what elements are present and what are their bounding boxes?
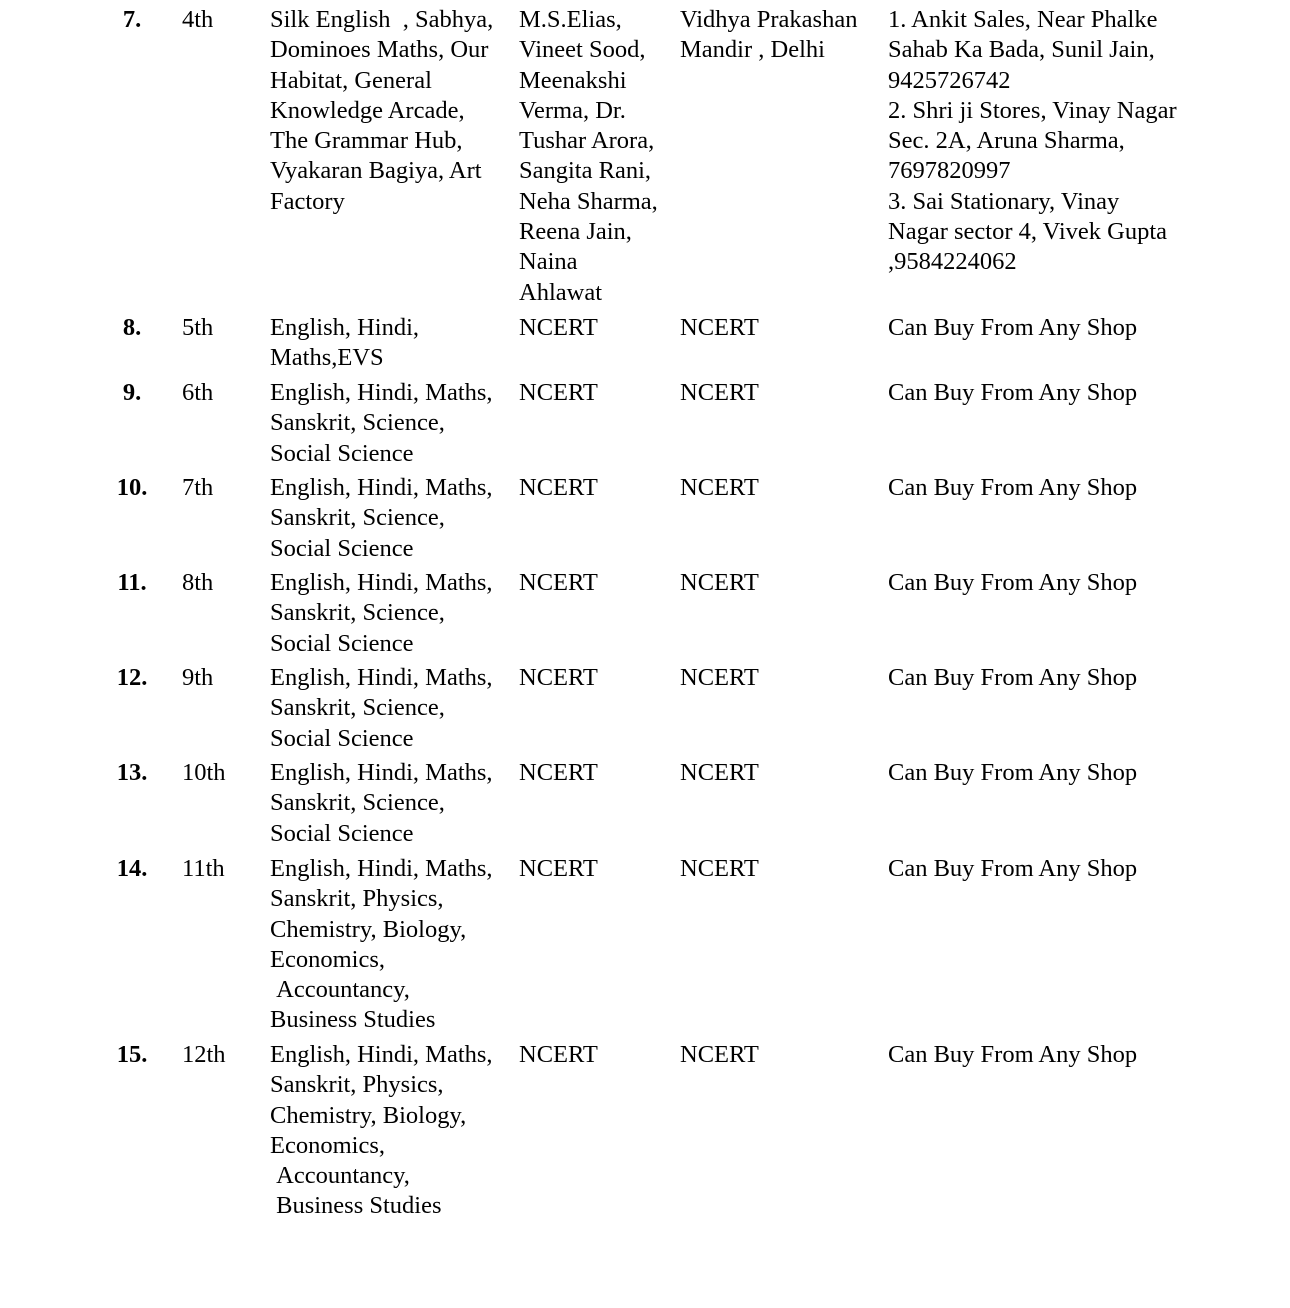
authors xyxy=(519,1040,674,1070)
shops-line: Can Buy From Any Shop xyxy=(888,759,1138,786)
authors-line: NCERT xyxy=(519,664,598,691)
subjects-line: Social Science xyxy=(270,534,414,562)
subjects-line: English, Hindi, Maths, xyxy=(270,379,493,406)
subjects-line: Sanskrit, Science, xyxy=(270,789,445,817)
authors-line: NCERT xyxy=(519,855,598,882)
serial-number: 10. xyxy=(116,474,148,501)
subjects xyxy=(270,758,515,849)
serial-number: 9. xyxy=(122,379,142,406)
serial-number: 12. xyxy=(116,664,148,691)
authors-line: Neha Sharma, xyxy=(519,187,658,215)
publisher xyxy=(680,5,880,66)
publisher xyxy=(680,1040,880,1070)
subjects-line: Factory xyxy=(270,187,345,215)
subjects-line: Dominoes Maths, Our xyxy=(270,36,489,64)
shops-line: Sahab Ka Bada, Sunil Jain, xyxy=(888,36,1155,64)
subjects xyxy=(270,5,515,217)
subjects xyxy=(270,854,515,1036)
class-name: 11th xyxy=(182,855,225,882)
class-name: 7th xyxy=(182,474,214,501)
subjects-line: Sanskrit, Physics, xyxy=(270,1071,444,1099)
subjects xyxy=(270,1040,515,1222)
subjects-line: English, Hindi, Maths, xyxy=(270,569,493,596)
subjects-line: Vyakaran Bagiya, Art xyxy=(270,157,482,185)
authors xyxy=(519,758,674,788)
authors xyxy=(519,378,674,408)
authors-line: NCERT xyxy=(519,759,598,786)
subjects-line: Maths,EVS xyxy=(270,344,384,372)
subjects-line: English, Hindi, Maths, xyxy=(270,759,493,786)
publisher xyxy=(680,663,880,693)
shops-line: 1. Ankit Sales, Near Phalke xyxy=(888,6,1158,33)
subjects-line: Chemistry, Biology, xyxy=(270,915,467,943)
class-name: 6th xyxy=(182,379,214,406)
shops xyxy=(888,1040,1208,1070)
serial-number: 7. xyxy=(122,6,142,33)
subjects-line: Social Science xyxy=(270,724,414,752)
publisher xyxy=(680,568,880,598)
subjects xyxy=(270,473,515,564)
subjects-line: Sanskrit, Science, xyxy=(270,694,445,722)
class-name: 12th xyxy=(182,1041,226,1068)
serial-number: 15. xyxy=(116,1041,148,1068)
shops-line: Can Buy From Any Shop xyxy=(888,569,1138,596)
shops xyxy=(888,854,1208,884)
publisher-line: Mandir , Delhi xyxy=(680,36,825,64)
shops-line: 3. Sai Stationary, Vinay xyxy=(888,187,1120,215)
authors xyxy=(519,313,674,343)
shops xyxy=(888,378,1208,408)
subjects-line: English, Hindi, Maths, xyxy=(270,474,493,501)
subjects xyxy=(270,313,515,374)
authors-line: Meenakshi xyxy=(519,66,627,94)
subjects-line: Social Science xyxy=(270,629,414,657)
shops-line: 2. Shri ji Stores, Vinay Nagar xyxy=(888,96,1177,124)
shops-line: ,9584224062 xyxy=(888,248,1017,276)
publisher-line: NCERT xyxy=(680,379,759,406)
class-name: 8th xyxy=(182,569,214,596)
publisher xyxy=(680,758,880,788)
authors xyxy=(519,473,674,503)
subjects-line: Sanskrit, Physics, xyxy=(270,885,444,913)
class-name: 5th xyxy=(182,314,214,341)
shops-line: Can Buy From Any Shop xyxy=(888,664,1138,691)
class-name: 9th xyxy=(182,664,214,691)
subjects-line: Habitat, General xyxy=(270,66,432,94)
authors-line: Naina xyxy=(519,248,578,276)
shops-line: 9425726742 xyxy=(888,66,1011,94)
subjects-line: Economics, xyxy=(270,1131,385,1159)
shops xyxy=(888,758,1208,788)
authors-line: NCERT xyxy=(519,379,598,406)
subjects-line: English, Hindi, xyxy=(270,314,420,341)
publisher-line: NCERT xyxy=(680,569,759,596)
shops-line: Can Buy From Any Shop xyxy=(888,379,1138,406)
class-name: 4th xyxy=(182,6,214,33)
subjects-line: Chemistry, Biology, xyxy=(270,1101,467,1129)
subjects-line: Accountancy, xyxy=(270,1162,410,1190)
subjects-line: Sanskrit, Science, xyxy=(270,409,445,437)
publisher xyxy=(680,378,880,408)
shops-line: Sec. 2A, Aruna Sharma, xyxy=(888,127,1125,155)
authors-line: Sangita Rani, xyxy=(519,157,652,185)
serial-number: 14. xyxy=(116,855,148,882)
class-name: 10th xyxy=(182,759,226,786)
authors-line: Vineet Sood, xyxy=(519,36,646,64)
shops-line: Can Buy From Any Shop xyxy=(888,474,1138,501)
authors xyxy=(519,854,674,884)
publisher-line: NCERT xyxy=(680,855,759,882)
shops xyxy=(888,5,1208,278)
serial-number: 8. xyxy=(122,314,142,341)
shops-line: Can Buy From Any Shop xyxy=(888,314,1138,341)
shops xyxy=(888,313,1208,343)
authors-line: Ahlawat xyxy=(519,278,602,306)
authors-line: NCERT xyxy=(519,569,598,596)
authors-line: M.S.Elias, xyxy=(519,6,622,33)
publisher-line: NCERT xyxy=(680,474,759,501)
publisher xyxy=(680,854,880,884)
publisher-line: NCERT xyxy=(680,664,759,691)
subjects xyxy=(270,568,515,659)
shops xyxy=(888,568,1208,598)
serial-number: 13. xyxy=(116,759,148,786)
subjects xyxy=(270,663,515,754)
publisher xyxy=(680,473,880,503)
authors-line: NCERT xyxy=(519,314,598,341)
subjects-line: The Grammar Hub, xyxy=(270,127,463,155)
subjects-line: English, Hindi, Maths, xyxy=(270,1041,493,1068)
subjects-line: Social Science xyxy=(270,439,414,467)
shops-line: Can Buy From Any Shop xyxy=(888,855,1138,882)
authors-line: Reena Jain, xyxy=(519,218,632,246)
publisher-line: NCERT xyxy=(680,759,759,786)
serial-number: 11. xyxy=(117,569,147,596)
subjects-line: English, Hindi, Maths, xyxy=(270,855,493,882)
authors-line: Verma, Dr. xyxy=(519,96,626,124)
authors xyxy=(519,5,674,308)
subjects-line: Sanskrit, Science, xyxy=(270,504,445,532)
publisher xyxy=(680,313,880,343)
shops-line: 7697820997 xyxy=(888,157,1011,185)
publisher-line: Vidhya Prakashan xyxy=(680,6,858,33)
authors-line: NCERT xyxy=(519,474,598,501)
authors xyxy=(519,663,674,693)
subjects-line: Knowledge Arcade, xyxy=(270,96,465,124)
subjects-line: Accountancy, xyxy=(270,976,410,1004)
authors-line: NCERT xyxy=(519,1041,598,1068)
authors-line: Tushar Arora, xyxy=(519,127,655,155)
subjects-line: Business Studies xyxy=(270,1192,442,1220)
shops xyxy=(888,663,1208,693)
subjects-line: Business Studies xyxy=(270,1006,436,1034)
subjects-line: Social Science xyxy=(270,819,414,847)
subjects-line: Silk English , Sabhya, xyxy=(270,6,494,33)
shops xyxy=(888,473,1208,503)
subjects xyxy=(270,378,515,469)
authors xyxy=(519,568,674,598)
shops-line: Can Buy From Any Shop xyxy=(888,1041,1138,1068)
shops-line: Nagar sector 4, Vivek Gupta xyxy=(888,218,1168,246)
publisher-line: NCERT xyxy=(680,1041,759,1068)
subjects-line: Economics, xyxy=(270,945,385,973)
subjects-line: Sanskrit, Science, xyxy=(270,599,445,627)
subjects-line: English, Hindi, Maths, xyxy=(270,664,493,691)
publisher-line: NCERT xyxy=(680,314,759,341)
